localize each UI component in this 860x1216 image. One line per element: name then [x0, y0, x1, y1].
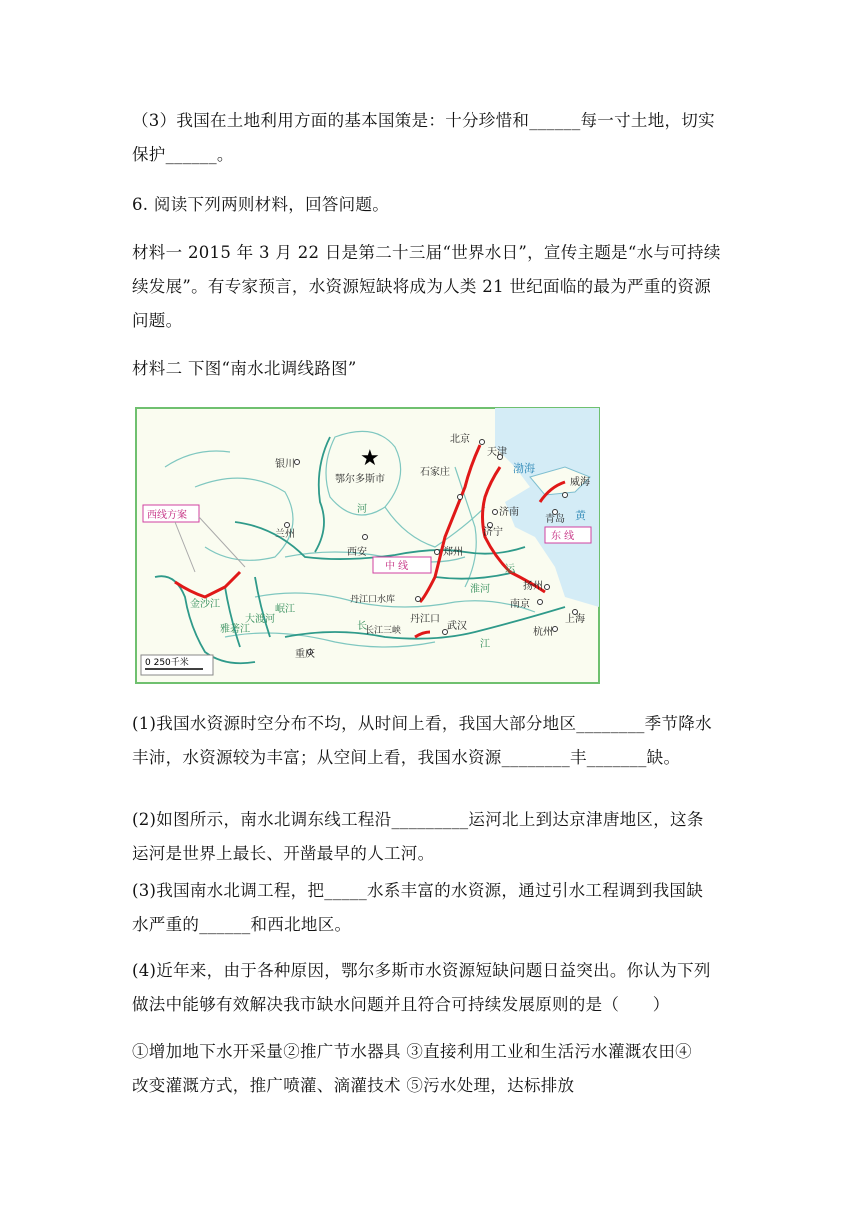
city-tianjin: 天津 [487, 447, 507, 458]
sub-question-2 [132, 803, 732, 871]
sub-question-4 [132, 954, 732, 1022]
city-lanzhou: 兰州 [275, 529, 295, 540]
east-route-label [545, 527, 591, 543]
river-jinsha: 金沙江 [190, 599, 220, 610]
city-yangzhou: 扬州 [523, 581, 543, 592]
city-wuhan: 武汉 [447, 621, 467, 632]
q5-3-line2: 保护______。 [132, 145, 234, 164]
river-jiang: 江 [480, 639, 490, 650]
middle-route-label [373, 557, 431, 573]
map-svg [135, 407, 600, 684]
sub-question-1-line2: 丰沛，水资源较为丰富；从空间上看，我国水资源________丰_______缺。 [132, 748, 681, 767]
river-yalong: 雅砻江 [220, 624, 250, 635]
river-dadu: 大渡河 [245, 614, 275, 625]
river-yun: 运 [505, 564, 515, 575]
city-zhengzhou: 郑州 [443, 547, 463, 558]
q5-3-question [132, 104, 732, 172]
sea-bo: 渤海 [513, 462, 535, 475]
river-min: 岷江 [275, 604, 295, 615]
city-yinchuan: 银川 [275, 459, 295, 470]
sub-question-4-line2: 做法中能够有效解决我市缺水问题并且符合可持续发展原则的是（ ） [132, 995, 670, 1014]
danjiangkou-reservoir: 丹江口水库 [350, 595, 396, 605]
city-chongqing: 重庆 [295, 649, 315, 660]
sub-question-4-line1: (4)近年来，由于各种原因，鄂尔多斯市水资源短缺问题日益突出。你认为下列 [132, 961, 711, 980]
city-beijing: 北京 [450, 434, 470, 445]
city-shijiazhuang: 石家庄 [420, 467, 450, 478]
city-xian: 西安 [347, 547, 367, 558]
material-one-line3: 问题。 [132, 311, 183, 330]
erdos-star-icon: ★ [360, 446, 380, 471]
material-two: 材料二 下图“南水北调线路图” [132, 359, 357, 378]
options-line2: 改变灌溉方式，推广喷灌、滴灌技术 ⑤污水处理，达标排放 [132, 1076, 575, 1095]
river-chang: 长 [357, 621, 367, 632]
svg-text:中 线: 中 线 [385, 561, 409, 572]
city-hangzhou: 杭州 [533, 627, 553, 638]
svg-text:东 线: 东 线 [551, 531, 575, 542]
sanxia-label: 长江三峡 [365, 626, 402, 636]
options [132, 1035, 732, 1103]
city-qingdao: 青岛 [545, 514, 565, 525]
svg-text:西线方案: 西线方案 [147, 510, 187, 521]
city-weihai: 威海 [570, 477, 590, 488]
sub-question-1-line1: (1)我国水资源时空分布不均，从时间上看，我国大部分地区________季节降水 [132, 714, 712, 733]
sub-question-3 [132, 874, 732, 942]
svg-text:0 250千米: 0 250千米 [145, 658, 189, 668]
city-erdos: 鄂尔多斯市 [335, 474, 385, 485]
river-huai: 淮河 [470, 584, 490, 595]
sub-question-2-line1: (2)如图所示，南水北调东线工程沿_________运河北上到达京津唐地区，这条 [132, 810, 704, 829]
sea-huang: 黄 [575, 509, 586, 522]
city-nanjing: 南京 [510, 599, 530, 610]
south-north-water-map [135, 407, 600, 684]
city-shanghai: 上海 [565, 614, 585, 625]
options-line1: ①增加地下水开采量②推广节水器具 ③直接利用工业和生活污水灌溉农田④ [132, 1042, 692, 1061]
material-one-line1: 材料一 2015 年 3 月 22 日是第二十三届“世界水日”，宣传主题是“水与可持续 [132, 243, 721, 262]
material-one [132, 236, 732, 338]
q6-title: 6. 阅读下列两则材料，回答问题。 [132, 195, 390, 214]
city-jinan: 济南 [499, 507, 519, 518]
city-danjiangkou: 丹江口 [410, 614, 440, 625]
city-jining: 济宁 [483, 527, 503, 538]
q5-3-line1: （3）我国在土地利用方面的基本国策是：十分珍惜和______每一寸土地，切实 [132, 111, 715, 130]
material-one-line2: 续发展”。有专家预言，水资源短缺将成为人类 21 世纪面临的最为严重的资源 [132, 277, 712, 296]
sub-question-3-line1: (3)我国南水北调工程，把_____水系丰富的水资源，通过引水工程调到我国缺 [132, 881, 704, 900]
sub-question-1 [132, 707, 732, 775]
river-he: 河 [357, 504, 367, 515]
sub-question-2-line2: 运河是世界上最长、开凿最早的人工河。 [132, 844, 435, 863]
scale-bar [141, 655, 213, 675]
sub-question-3-line2: 水严重的______和西北地区。 [132, 915, 352, 934]
